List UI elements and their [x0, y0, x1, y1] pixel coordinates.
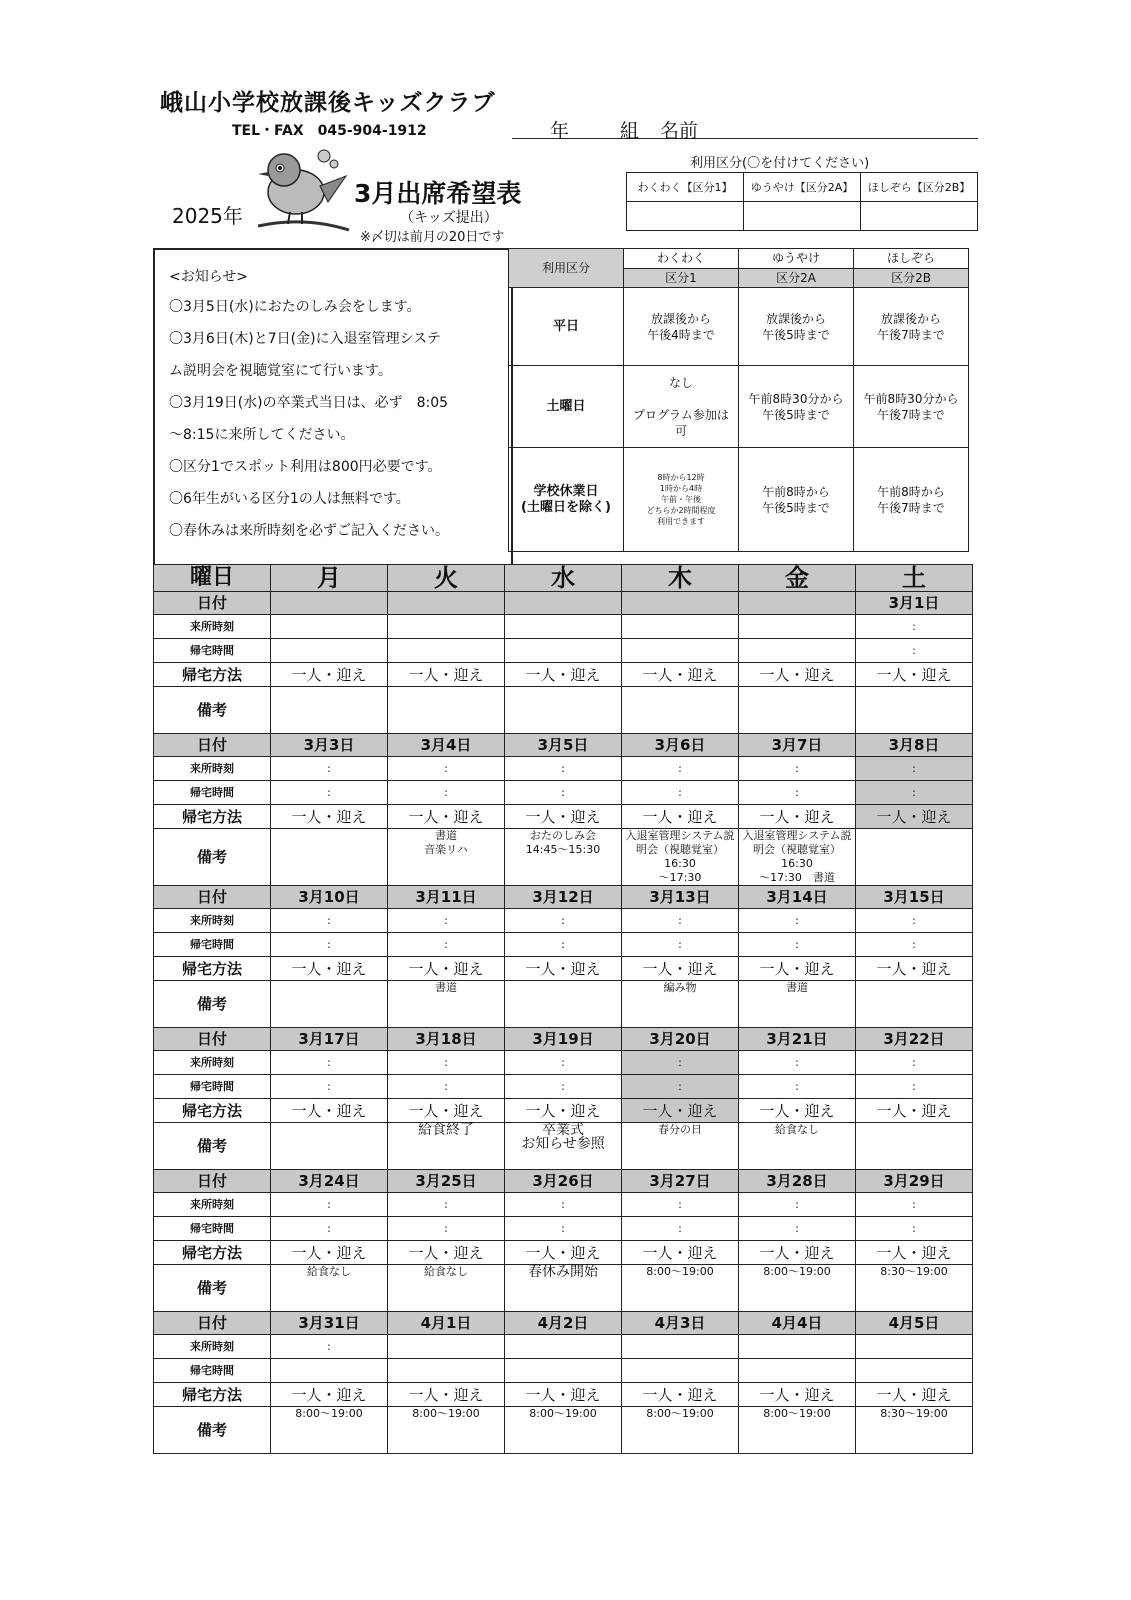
- return-method-label: 帰宅方法: [154, 1099, 271, 1123]
- row-label-weekday: 平日: [509, 288, 624, 366]
- return-method-label: 帰宅方法: [154, 663, 271, 687]
- date-cell: 4月4日: [739, 1312, 856, 1335]
- arrival-time-input[interactable]: [271, 615, 388, 639]
- date-cell: 3月28日: [739, 1170, 856, 1193]
- leave-time-input[interactable]: [505, 1359, 622, 1383]
- return-method-option[interactable]: 一人・迎え: [622, 957, 739, 981]
- usage-check-2b[interactable]: [861, 202, 978, 231]
- return-method-option[interactable]: 一人・迎え: [622, 1241, 739, 1265]
- leave-time-input[interactable]: :: [505, 1075, 622, 1099]
- return-method-option[interactable]: 一人・迎え: [505, 805, 622, 829]
- date-cell: 3月10日: [271, 886, 388, 909]
- remarks-cell: 8:00〜19:00: [388, 1407, 505, 1454]
- kubun-cell: 午前8時30分から 午後5時まで: [739, 366, 854, 448]
- remarks-cell: 8:00〜19:00: [739, 1407, 856, 1454]
- remarks-cell: 編み物: [622, 981, 739, 1028]
- leave-time-label: 帰宅時間: [154, 1359, 271, 1383]
- arrival-time-label: 来所時刻: [154, 615, 271, 639]
- return-method-option[interactable]: 一人・迎え: [622, 1383, 739, 1407]
- arrival-time-input[interactable]: :: [856, 1051, 973, 1075]
- arrival-time-input[interactable]: :: [271, 1335, 388, 1359]
- grade-label: 年: [550, 120, 570, 142]
- kubun-cell: 8時から12時 1時から4時 午前・午後 どちらか2時間程度 利用できます: [624, 448, 739, 552]
- date-cell: [271, 592, 388, 615]
- remarks-cell: [856, 981, 973, 1028]
- date-cell: 3月21日: [739, 1028, 856, 1051]
- return-method-label: 帰宅方法: [154, 1383, 271, 1407]
- remarks-cell: [739, 687, 856, 734]
- remarks-label: 備考: [154, 829, 271, 886]
- arrival-time-input[interactable]: :: [505, 1051, 622, 1075]
- arrival-time-input[interactable]: :: [856, 757, 973, 781]
- return-method-option[interactable]: 一人・迎え: [271, 1241, 388, 1265]
- leave-time-input[interactable]: :: [739, 1075, 856, 1099]
- notice-line: 〇区分1でスポット利用は800円必要です。: [169, 459, 442, 475]
- remarks-cell: 8:30〜19:00: [856, 1407, 973, 1454]
- remarks-cell: [856, 1123, 973, 1170]
- arrival-time-input[interactable]: :: [739, 909, 856, 933]
- return-method-label: 帰宅方法: [154, 1241, 271, 1265]
- remarks-label: 備考: [154, 687, 271, 734]
- leave-time-input[interactable]: [622, 639, 739, 663]
- leave-time-input[interactable]: :: [388, 1217, 505, 1241]
- year-label: 2025年: [172, 204, 243, 228]
- return-method-option[interactable]: 一人・迎え: [271, 1383, 388, 1407]
- remarks-cell: 入退室管理システム説 明会（視聴覚室）16:30 〜17:30 書道: [739, 829, 856, 886]
- date-cell: 3月6日: [622, 734, 739, 757]
- date-cell: 3月20日: [622, 1028, 739, 1051]
- bird-illustration: [254, 146, 354, 236]
- usage-check-2a[interactable]: [744, 202, 861, 231]
- arrival-time-input[interactable]: :: [505, 757, 622, 781]
- date-cell: [388, 592, 505, 615]
- leave-time-input[interactable]: :: [505, 781, 622, 805]
- notice-line: 〜8:15に来所してください。: [169, 427, 355, 443]
- leave-time-input[interactable]: [856, 1359, 973, 1383]
- kubun-code: 区分1: [624, 268, 739, 288]
- date-cell: [505, 592, 622, 615]
- usage-category-table: [508, 248, 969, 552]
- club-title: 峨山小学校放課後キッズクラブ: [160, 90, 496, 116]
- usage-option-2a: ゆうやけ【区分2A】: [744, 173, 861, 202]
- leave-time-input[interactable]: :: [856, 781, 973, 805]
- leave-time-label: 帰宅時間: [154, 1217, 271, 1241]
- remarks-cell: 給食なし: [271, 1265, 388, 1312]
- usage-caption: 利用区分(〇を付けてください): [690, 156, 870, 171]
- usage-check-1[interactable]: [627, 202, 744, 231]
- leave-time-input[interactable]: :: [856, 933, 973, 957]
- kubun-label: 利用区分: [509, 249, 624, 288]
- date-cell: 3月27日: [622, 1170, 739, 1193]
- kubun-cell: 午前8時から 午後7時まで: [854, 448, 969, 552]
- date-cell: 3月13日: [622, 886, 739, 909]
- arrival-time-input[interactable]: :: [271, 757, 388, 781]
- arrival-time-input[interactable]: :: [622, 1051, 739, 1075]
- arrival-time-input[interactable]: :: [739, 1051, 856, 1075]
- date-label: 日付: [154, 886, 271, 909]
- date-label: 日付: [154, 1312, 271, 1335]
- date-cell: 4月1日: [388, 1312, 505, 1335]
- leave-time-input[interactable]: :: [622, 781, 739, 805]
- leave-time-label: 帰宅時間: [154, 781, 271, 805]
- kubun-cell: 放課後から 午後5時まで: [739, 288, 854, 366]
- arrival-time-input[interactable]: [388, 615, 505, 639]
- kubun-cell: 放課後から 午後4時まで: [624, 288, 739, 366]
- kubun-code: 区分2B: [854, 268, 969, 288]
- remarks-cell: 8:00〜19:00: [505, 1407, 622, 1454]
- day-tue: 火: [388, 565, 505, 592]
- date-cell: [622, 592, 739, 615]
- arrival-time-input[interactable]: :: [388, 909, 505, 933]
- leave-time-input[interactable]: [388, 639, 505, 663]
- arrival-time-input[interactable]: [505, 615, 622, 639]
- kubun-name: ほしぞら: [854, 249, 969, 269]
- notice-line: 〇3月19日(水)の卒業式当日は、必ず 8:05: [169, 395, 449, 411]
- return-method-option[interactable]: 一人・迎え: [622, 663, 739, 687]
- return-method-option[interactable]: 一人・迎え: [505, 1099, 622, 1123]
- return-method-option[interactable]: 一人・迎え: [388, 805, 505, 829]
- date-cell: 3月25日: [388, 1170, 505, 1193]
- date-cell: 3月3日: [271, 734, 388, 757]
- date-label: 日付: [154, 1028, 271, 1051]
- date-label: 日付: [154, 1170, 271, 1193]
- arrival-time-input[interactable]: :: [856, 1193, 973, 1217]
- return-method-option[interactable]: 一人・迎え: [739, 1241, 856, 1265]
- remarks-cell: [271, 687, 388, 734]
- date-cell: 3月11日: [388, 886, 505, 909]
- leave-time-label: 帰宅時間: [154, 1075, 271, 1099]
- leave-time-input[interactable]: :: [739, 933, 856, 957]
- class-label: 組: [620, 120, 640, 142]
- arrival-time-input[interactable]: :: [856, 909, 973, 933]
- return-method-option[interactable]: 一人・迎え: [271, 957, 388, 981]
- arrival-time-input[interactable]: [622, 615, 739, 639]
- kubun-cell: 午前8時から 午後5時まで: [739, 448, 854, 552]
- leave-time-input[interactable]: :: [856, 639, 973, 663]
- date-cell: 3月19日: [505, 1028, 622, 1051]
- remarks-cell: 給食なし: [388, 1265, 505, 1312]
- remarks-cell: 入退室管理システム説 明会（視聴覚室）16:30 〜17:30: [622, 829, 739, 886]
- date-label: 日付: [154, 734, 271, 757]
- leave-time-input[interactable]: :: [739, 1217, 856, 1241]
- remarks-cell: 卒業式 お知らせ参照: [505, 1123, 622, 1170]
- leave-time-input[interactable]: :: [505, 933, 622, 957]
- remarks-cell: 8:00〜19:00: [622, 1265, 739, 1312]
- return-method-option[interactable]: 一人・迎え: [856, 1099, 973, 1123]
- usage-option-2b: ほしぞら【区分2B】: [861, 173, 978, 202]
- arrival-time-input[interactable]: :: [739, 1193, 856, 1217]
- date-cell: 3月12日: [505, 886, 622, 909]
- arrival-time-input[interactable]: :: [739, 757, 856, 781]
- remarks-cell: 給食終了: [388, 1123, 505, 1170]
- leave-time-input[interactable]: :: [622, 1075, 739, 1099]
- return-method-option[interactable]: 一人・迎え: [271, 1099, 388, 1123]
- arrival-time-input[interactable]: [739, 1335, 856, 1359]
- row-label-holiday: 学校休業日 (土曜日を除く): [509, 448, 624, 552]
- remarks-label: 備考: [154, 1265, 271, 1312]
- leave-time-input[interactable]: [505, 639, 622, 663]
- leave-time-input[interactable]: :: [388, 933, 505, 957]
- notice-box: [153, 248, 513, 568]
- remarks-cell: [505, 687, 622, 734]
- return-method-option[interactable]: 一人・迎え: [271, 663, 388, 687]
- return-method-option[interactable]: 一人・迎え: [505, 957, 622, 981]
- arrival-time-input[interactable]: [622, 1335, 739, 1359]
- remarks-cell: 書道: [388, 981, 505, 1028]
- remarks-cell: 春分の日: [622, 1123, 739, 1170]
- return-method-option[interactable]: 一人・迎え: [388, 1099, 505, 1123]
- arrival-time-label: 来所時刻: [154, 909, 271, 933]
- remarks-cell: [622, 687, 739, 734]
- arrival-time-input[interactable]: :: [622, 909, 739, 933]
- arrival-time-input[interactable]: :: [505, 909, 622, 933]
- remarks-cell: [271, 981, 388, 1028]
- remarks-cell: [388, 687, 505, 734]
- leave-time-input[interactable]: :: [622, 933, 739, 957]
- return-method-option[interactable]: 一人・迎え: [739, 1383, 856, 1407]
- date-cell: 3月18日: [388, 1028, 505, 1051]
- arrival-time-label: 来所時刻: [154, 1193, 271, 1217]
- arrival-time-label: 来所時刻: [154, 757, 271, 781]
- remarks-cell: 8:00〜19:00: [271, 1407, 388, 1454]
- date-cell: 3月26日: [505, 1170, 622, 1193]
- return-method-option[interactable]: 一人・迎え: [856, 1383, 973, 1407]
- kubun-cell: 午前8時30分から 午後7時まで: [854, 366, 969, 448]
- return-method-option[interactable]: 一人・迎え: [505, 1383, 622, 1407]
- return-method-option[interactable]: 一人・迎え: [739, 663, 856, 687]
- kubun-code: 区分2A: [739, 268, 854, 288]
- remarks-cell: 書道: [739, 981, 856, 1028]
- leave-time-input[interactable]: :: [271, 1075, 388, 1099]
- kubun-name: ゆうやけ: [739, 249, 854, 269]
- deadline-note: ※〆切は前月の20日です: [360, 230, 505, 245]
- date-cell: 3月5日: [505, 734, 622, 757]
- date-cell: 3月15日: [856, 886, 973, 909]
- submit-note: （キッズ提出）: [400, 210, 498, 226]
- arrival-time-input[interactable]: :: [271, 909, 388, 933]
- notice-line: 〇3月6日(木)と7日(金)に入退室管理システ: [169, 331, 441, 347]
- arrival-time-label: 来所時刻: [154, 1335, 271, 1359]
- name-label: 名前: [660, 120, 699, 142]
- notice-line: ム説明会を視聴覚室にて行います。: [169, 363, 392, 379]
- leave-time-input[interactable]: [271, 1359, 388, 1383]
- arrival-time-input[interactable]: :: [388, 757, 505, 781]
- leave-time-input[interactable]: :: [505, 1217, 622, 1241]
- notice-line: 〇春休みは来所時刻を必ずご記入ください。: [169, 523, 449, 539]
- date-cell: [739, 592, 856, 615]
- kubun-cell: なし プログラム参加は 可: [624, 366, 739, 448]
- page-title: 3月出席希望表: [354, 179, 522, 208]
- arrival-time-label: 来所時刻: [154, 1051, 271, 1075]
- remarks-cell: [856, 687, 973, 734]
- date-cell: 3月8日: [856, 734, 973, 757]
- return-method-label: 帰宅方法: [154, 957, 271, 981]
- leave-time-input[interactable]: :: [271, 781, 388, 805]
- leave-time-input[interactable]: [739, 1359, 856, 1383]
- date-cell: 4月2日: [505, 1312, 622, 1335]
- remarks-cell: 書道 音楽リハ: [388, 829, 505, 886]
- notice-line: 〇3月5日(水)におたのしみ会をします。: [169, 299, 421, 315]
- return-method-option[interactable]: 一人・迎え: [856, 663, 973, 687]
- leave-time-input[interactable]: [622, 1359, 739, 1383]
- leave-time-input[interactable]: :: [388, 781, 505, 805]
- date-cell: 4月3日: [622, 1312, 739, 1335]
- leave-time-input[interactable]: [271, 639, 388, 663]
- date-cell: 3月31日: [271, 1312, 388, 1335]
- remarks-label: 備考: [154, 1123, 271, 1170]
- return-method-option[interactable]: 一人・迎え: [856, 1241, 973, 1265]
- return-method-label: 帰宅方法: [154, 805, 271, 829]
- date-cell: 3月7日: [739, 734, 856, 757]
- day-fri: 金: [739, 565, 856, 592]
- date-cell: 3月29日: [856, 1170, 973, 1193]
- remarks-cell: 春休み開始: [505, 1265, 622, 1312]
- return-method-option[interactable]: 一人・迎え: [388, 957, 505, 981]
- usage-option-1: わくわく【区分1】: [627, 173, 744, 202]
- leave-time-input[interactable]: :: [271, 1217, 388, 1241]
- return-method-option[interactable]: 一人・迎え: [856, 805, 973, 829]
- return-method-option[interactable]: 一人・迎え: [505, 663, 622, 687]
- remarks-cell: 給食なし: [739, 1123, 856, 1170]
- kubun-name: わくわく: [624, 249, 739, 269]
- leave-time-input[interactable]: :: [388, 1075, 505, 1099]
- leave-time-input[interactable]: :: [739, 781, 856, 805]
- remarks-cell: おたのしみ会 14:45〜15:30: [505, 829, 622, 886]
- remarks-label: 備考: [154, 981, 271, 1028]
- day-wed: 水: [505, 565, 622, 592]
- leave-time-label: 帰宅時間: [154, 639, 271, 663]
- return-method-option[interactable]: 一人・迎え: [856, 957, 973, 981]
- return-method-option[interactable]: 一人・迎え: [622, 1099, 739, 1123]
- arrival-time-input[interactable]: :: [856, 615, 973, 639]
- row-label-saturday: 土曜日: [509, 366, 624, 448]
- remarks-cell: 8:00〜19:00: [622, 1407, 739, 1454]
- arrival-time-input[interactable]: [505, 1335, 622, 1359]
- date-cell: 3月17日: [271, 1028, 388, 1051]
- leave-time-input[interactable]: [739, 639, 856, 663]
- date-cell: 3月14日: [739, 886, 856, 909]
- remarks-cell: [505, 981, 622, 1028]
- notice-title: <お知らせ>: [169, 269, 249, 285]
- return-method-option[interactable]: 一人・迎え: [739, 1099, 856, 1123]
- arrival-time-input[interactable]: :: [271, 1051, 388, 1075]
- remarks-cell: 8:00〜19:00: [739, 1265, 856, 1312]
- arrival-time-input[interactable]: [739, 615, 856, 639]
- weekday-header: 曜日: [154, 565, 271, 592]
- return-method-option[interactable]: 一人・迎え: [388, 1383, 505, 1407]
- notice-line: 〇6年生がいる区分1の人は無料です。: [169, 491, 410, 507]
- day-mon: 月: [271, 565, 388, 592]
- date-cell: 3月4日: [388, 734, 505, 757]
- arrival-time-input[interactable]: [388, 1335, 505, 1359]
- day-sat: 土: [856, 565, 973, 592]
- return-method-option[interactable]: 一人・迎え: [739, 957, 856, 981]
- date-cell: 4月5日: [856, 1312, 973, 1335]
- leave-time-input[interactable]: :: [622, 1217, 739, 1241]
- date-cell: 3月1日: [856, 592, 973, 615]
- remarks-cell: [856, 829, 973, 886]
- leave-time-input[interactable]: :: [856, 1217, 973, 1241]
- date-cell: 3月22日: [856, 1028, 973, 1051]
- arrival-time-input[interactable]: :: [505, 1193, 622, 1217]
- day-thu: 木: [622, 565, 739, 592]
- remarks-label: 備考: [154, 1407, 271, 1454]
- leave-time-input[interactable]: :: [271, 933, 388, 957]
- leave-time-label: 帰宅時間: [154, 933, 271, 957]
- arrival-time-input[interactable]: [856, 1335, 973, 1359]
- arrival-time-input[interactable]: :: [622, 757, 739, 781]
- kubun-cell: 放課後から 午後7時まで: [854, 288, 969, 366]
- arrival-time-input[interactable]: :: [271, 1193, 388, 1217]
- date-cell: 3月24日: [271, 1170, 388, 1193]
- return-method-option[interactable]: 一人・迎え: [622, 805, 739, 829]
- return-method-option[interactable]: 一人・迎え: [271, 805, 388, 829]
- usage-selection-table: [626, 172, 978, 231]
- date-label: 日付: [154, 592, 271, 615]
- name-field[interactable]: [512, 116, 978, 142]
- arrival-time-input[interactable]: :: [622, 1193, 739, 1217]
- attendance-calendar: [153, 564, 973, 1454]
- return-method-option[interactable]: 一人・迎え: [388, 1241, 505, 1265]
- return-method-option[interactable]: 一人・迎え: [388, 663, 505, 687]
- tel-fax: TEL・FAX 045-904-1912: [232, 123, 427, 139]
- return-method-option[interactable]: 一人・迎え: [505, 1241, 622, 1265]
- leave-time-input[interactable]: [388, 1359, 505, 1383]
- remarks-cell: [271, 1123, 388, 1170]
- leave-time-input[interactable]: :: [856, 1075, 973, 1099]
- arrival-time-input[interactable]: :: [388, 1051, 505, 1075]
- arrival-time-input[interactable]: :: [388, 1193, 505, 1217]
- return-method-option[interactable]: 一人・迎え: [739, 805, 856, 829]
- remarks-cell: 8:30〜19:00: [856, 1265, 973, 1312]
- remarks-cell: [271, 829, 388, 886]
